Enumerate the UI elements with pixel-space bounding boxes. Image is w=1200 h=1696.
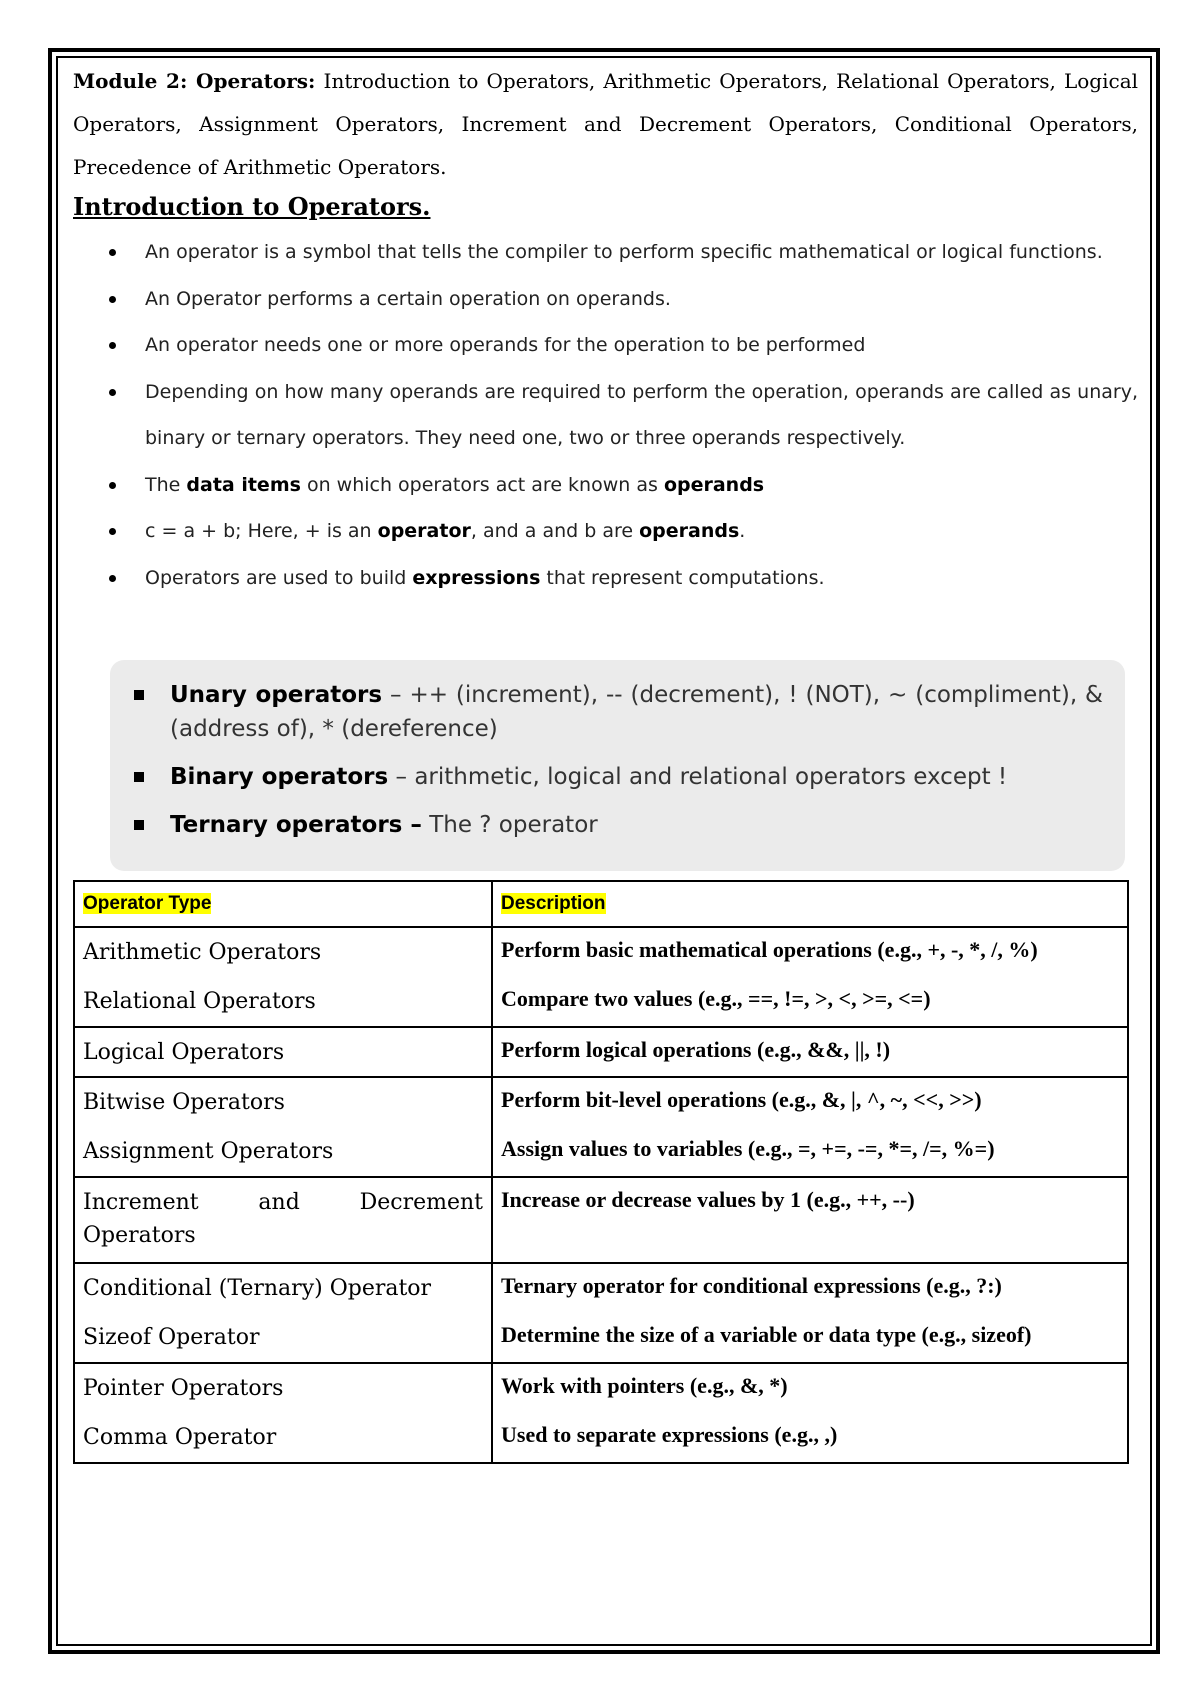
operator-type-cell: Relational Operators <box>74 977 492 1027</box>
module-topics: Introduction to Operators, Arithmetic Operators, Relational Operators, Logical Operators, Assignment Operators, Increment and Decrement Operators, Conditional Operators, Precedence of Arithmetic Operators. <box>73 69 1139 179</box>
intro-bullet-list <box>73 229 1138 601</box>
text-run: , and a and b are <box>470 520 640 542</box>
operator-kind-desc: – ++ (increment), -- (decrement), ! (NOT), ~ (compliment), & (address of), * (dereference) <box>170 682 1103 742</box>
description-cell: Increase or decrease values by 1 (e.g., ++, --) <box>492 1177 1128 1263</box>
operator-kind-item <box>132 760 1103 794</box>
description-cell: Perform bit-level operations (e.g., &, |, ^, ~, <<, >>) <box>492 1077 1128 1127</box>
bold-term: operator <box>377 520 471 542</box>
description-cell: Work with pointers (e.g., &, *) <box>492 1363 1128 1413</box>
table-row <box>74 1077 1128 1127</box>
description-cell: Used to separate expressions (e.g., ,) <box>492 1413 1128 1463</box>
operator-kind-name: Binary operators <box>170 764 389 790</box>
bullet-item <box>73 462 1138 509</box>
operator-type-cell: Increment and Decrement Operators <box>74 1177 492 1263</box>
operator-type-cell: Sizeof Operator <box>74 1313 492 1363</box>
operator-kind-item <box>132 678 1103 746</box>
description-cell: Ternary operator for conditional expressions (e.g., ?:) <box>492 1263 1128 1313</box>
header-cell <box>74 881 492 927</box>
bullet-item <box>73 555 1138 602</box>
bold-term: operands <box>639 520 740 542</box>
operator-table <box>73 880 1129 1464</box>
text-run: . <box>739 520 746 542</box>
table-row <box>74 1127 1128 1177</box>
operator-kind-desc: – arithmetic, logical and relational operators except ! <box>388 764 1008 790</box>
description-cell: Perform logical operations (e.g., &&, ||, !) <box>492 1027 1128 1077</box>
bullet-item <box>73 508 1138 555</box>
table-row <box>74 1413 1128 1463</box>
header-cell <box>492 881 1128 927</box>
module-lead: Module 2: Operators: <box>73 69 316 93</box>
table-row <box>74 927 1128 977</box>
table-row <box>74 1313 1128 1363</box>
bold-term: operands <box>663 473 765 496</box>
text-run: c = a + b; Here, + is an <box>145 520 378 542</box>
operator-kind-item <box>132 808 1103 842</box>
header-operator-type: Operator Type <box>83 893 212 914</box>
operator-type-cell: Comma Operator <box>74 1413 492 1463</box>
table-row <box>74 1263 1128 1313</box>
description-cell: Assign values to variables (e.g., =, +=, -=, *=, /=, %=) <box>492 1127 1128 1177</box>
bold-term: expressions <box>412 566 541 589</box>
bullet-item: An operator is a symbol that tells the compiler to perform specific mathematical or logical functions. <box>73 229 1138 276</box>
operator-type-cell: Bitwise Operators <box>74 1077 492 1127</box>
section-heading: Introduction to Operators. <box>73 192 431 221</box>
operator-type-cell: Logical Operators <box>74 1027 492 1077</box>
text-run: Operators are used to build <box>145 566 413 589</box>
description-cell: Perform basic mathematical operations (e.g., +, -, *, /, %) <box>492 927 1128 977</box>
bullet-item: An Operator performs a certain operation on operands. <box>73 276 1138 323</box>
operator-kind-desc: The ? operator <box>421 812 598 838</box>
module-summary <box>73 60 1138 189</box>
bold-term: data items <box>186 473 301 496</box>
operator-type-cell: Assignment Operators <box>74 1127 492 1177</box>
bullet-item: An operator needs one or more operands for the operation to be performed <box>73 322 1138 369</box>
bullet-item: Depending on how many operands are required to perform the operation, operands are called as unary, binary or ternary operators. They need one, two or three operands respectively. <box>73 369 1138 462</box>
table-header-row <box>74 881 1128 927</box>
operator-type-cell: Pointer Operators <box>74 1363 492 1413</box>
header-description: Description <box>501 893 606 914</box>
table-row <box>74 1177 1128 1263</box>
operator-type-cell: Conditional (Ternary) Operator <box>74 1263 492 1313</box>
text-run: on which operators act are known as <box>300 473 664 496</box>
text-run: that represent computations. <box>540 566 825 589</box>
text-run: The <box>145 473 187 496</box>
operator-type-cell: Arithmetic Operators <box>74 927 492 977</box>
description-cell: Compare two values (e.g., ==, !=, >, <, >=, <=) <box>492 977 1128 1027</box>
operator-kind-name: Ternary operators – <box>170 812 422 838</box>
description-cell: Determine the size of a variable or data type (e.g., sizeof) <box>492 1313 1128 1363</box>
table-row <box>74 1363 1128 1413</box>
operator-kinds-box <box>110 660 1125 871</box>
page-content <box>73 60 1139 1450</box>
table-row <box>74 1027 1128 1077</box>
table-row <box>74 977 1128 1027</box>
operator-kind-name: Unary operators <box>170 682 383 708</box>
